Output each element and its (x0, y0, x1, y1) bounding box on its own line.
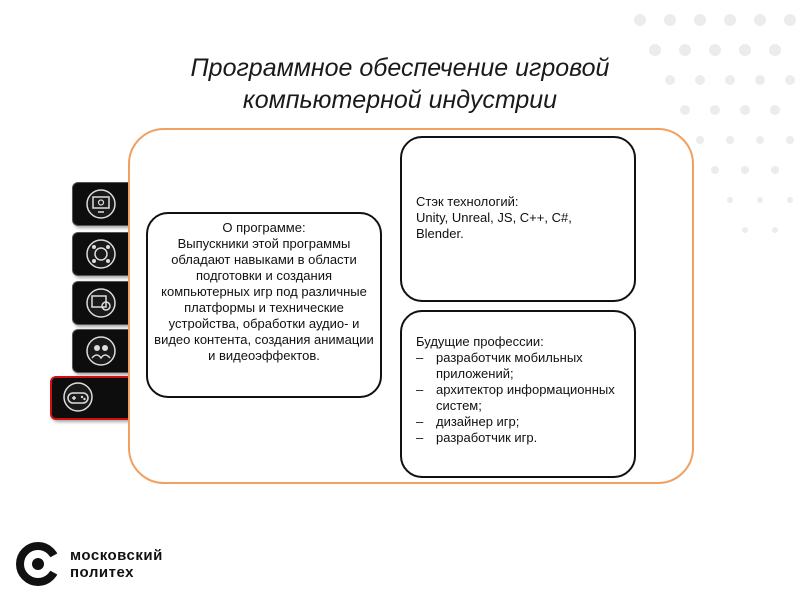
logo-line2: политех (70, 564, 134, 581)
side-tab-screen[interactable] (72, 281, 134, 325)
side-tab-gaming-active[interactable] (50, 376, 138, 420)
list-item: – дизайнер игр; (416, 414, 620, 430)
polytech-logo-icon (16, 542, 60, 586)
about-text: Выпускники этой программы обладают навыками в области подготовки и создания компьютерных игр под различные платформы и технические устройства, обработки аудио- и видео контента, создания анимации и видеоэффектов. (154, 236, 374, 363)
side-tab-network[interactable] (72, 232, 134, 276)
logo-line1: московский (70, 547, 163, 564)
professions-heading: Будущие профессии: (416, 334, 544, 349)
list-item: – разработчик мобильных приложений; (416, 350, 620, 382)
list-item: – разработчик игр. (416, 430, 620, 446)
tech-stack-card (400, 136, 636, 302)
stack-text: Unity, Unreal, JS, C++, C#, Blender. (416, 210, 572, 241)
network-head-icon (85, 238, 117, 270)
page-title (120, 52, 680, 116)
side-tab-software[interactable] (72, 182, 134, 226)
side-tab-people[interactable] (72, 329, 134, 373)
about-program-card (146, 212, 382, 398)
gamepad-icon (62, 381, 94, 413)
list-item: – архитектор информационных систем; (416, 382, 620, 414)
people-chat-icon (85, 335, 117, 367)
university-logo-text (70, 547, 163, 581)
page-title-line2: компьютерной индустрии (242, 86, 558, 114)
screen-gear-icon (85, 287, 117, 319)
professions-list (416, 350, 620, 446)
page-title-line1: Программное обеспечение игровой (190, 54, 610, 82)
about-heading: О программе: (222, 220, 306, 235)
professions-card (400, 310, 636, 478)
computer-gear-icon (85, 188, 117, 220)
stack-heading: Стэк технологий: (416, 194, 519, 209)
